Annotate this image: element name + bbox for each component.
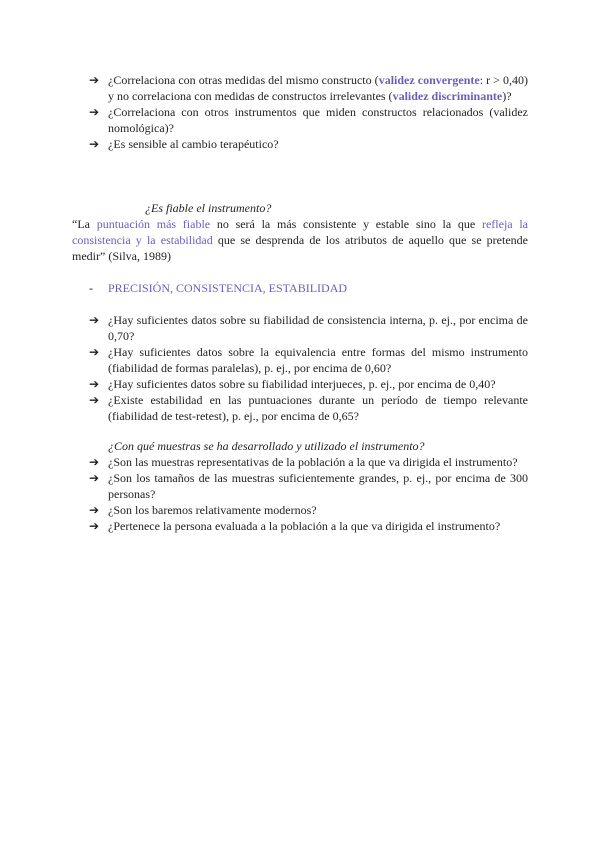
quote-highlight: puntuación más fiable [96, 217, 211, 231]
quote-text: “La [72, 217, 97, 231]
validity-list [0, 72, 600, 152]
arrow-icon: ➔ [89, 105, 100, 119]
discriminant-validity-term: validez discriminante [392, 89, 503, 103]
list-item [0, 344, 600, 376]
arrow-icon: ➔ [89, 313, 100, 327]
item-text: ¿Correlaciona con otros instrumentos que miden constructos relacionados (validez nomológica)? [108, 105, 528, 135]
item-text: ¿Hay suficientes datos sobre la equivalencia entre formas del mismo instrumento (fiabilidad de formas paralelas), p. ej., por encima de 0,60? [108, 345, 528, 375]
quote-text: que se desprenda de los atributos de aquello que se pretende medir” (Silva, 1989) [72, 233, 528, 263]
item-text: ¿Son los tamaños de las muestras suficientemente grandes, p. ej., por encima de 300 personas? [108, 471, 528, 501]
list-item [0, 312, 600, 344]
item-text: )? [502, 89, 512, 103]
list-item [0, 502, 600, 518]
item-text: ¿Son las muestras representativas de la población a la que va dirigida el instrumento? [108, 455, 518, 469]
arrow-icon: ➔ [89, 503, 100, 517]
convergent-validity-term: validez convergente [378, 73, 480, 87]
list-item [0, 376, 600, 392]
item-text: ¿Correlaciona con otras medidas del mismo constructo ( [108, 73, 379, 87]
reliability-list [0, 312, 600, 424]
arrow-icon: ➔ [89, 471, 100, 485]
samples-list [0, 454, 600, 534]
item-text: ¿Es sensible al cambio terapéutico? [108, 137, 279, 151]
section-title [89, 280, 347, 296]
list-item [0, 518, 600, 534]
item-text: ¿Existe estabilidad en las puntuaciones durante un período de tiempo relevante (fiabilidad de test-retest), p. ej., por encima de 0,65? [108, 393, 528, 423]
list-item [0, 454, 600, 470]
samples-heading: ¿Con qué muestras se ha desarrollado y utilizado el instrumento? [108, 439, 425, 453]
quote-highlight: refleja la consistencia y la estabilidad [72, 217, 529, 247]
arrow-icon: ➔ [89, 137, 100, 151]
reliability-heading: ¿Es fiable el instrumento? [145, 201, 272, 215]
item-text: ¿Pertenece la persona evaluada a la población a la que va dirigida el instrumento? [108, 519, 501, 533]
arrow-icon: ➔ [89, 345, 100, 359]
list-item [0, 136, 600, 152]
arrow-icon: ➔ [89, 377, 100, 391]
list-item [0, 104, 600, 136]
list-item [0, 392, 600, 424]
arrow-icon: ➔ [89, 73, 100, 87]
section-title-text: PRECISIÓN, CONSISTENCIA, ESTABILIDAD [108, 281, 348, 295]
item-text: : r > 0,40) y no correlaciona con medidas de constructos irrelevantes ( [108, 73, 528, 103]
list-item [0, 470, 600, 502]
list-item [0, 72, 600, 104]
arrow-icon: ➔ [89, 519, 100, 533]
item-text: ¿Son los baremos relativamente modernos? [108, 503, 317, 517]
item-text: ¿Hay suficientes datos sobre su fiabilidad interjueces, p. ej., por encima de 0,40? [108, 377, 496, 391]
arrow-icon: ➔ [89, 393, 100, 407]
silva-quote [72, 216, 528, 264]
item-text: ¿Hay suficientes datos sobre su fiabilidad de consistencia interna, p. ej., por encima de 0,70? [108, 313, 528, 343]
quote-text: no será la más consistente y estable sino la que [210, 217, 482, 231]
dash-bullet: - [89, 281, 93, 295]
arrow-icon: ➔ [89, 455, 100, 469]
